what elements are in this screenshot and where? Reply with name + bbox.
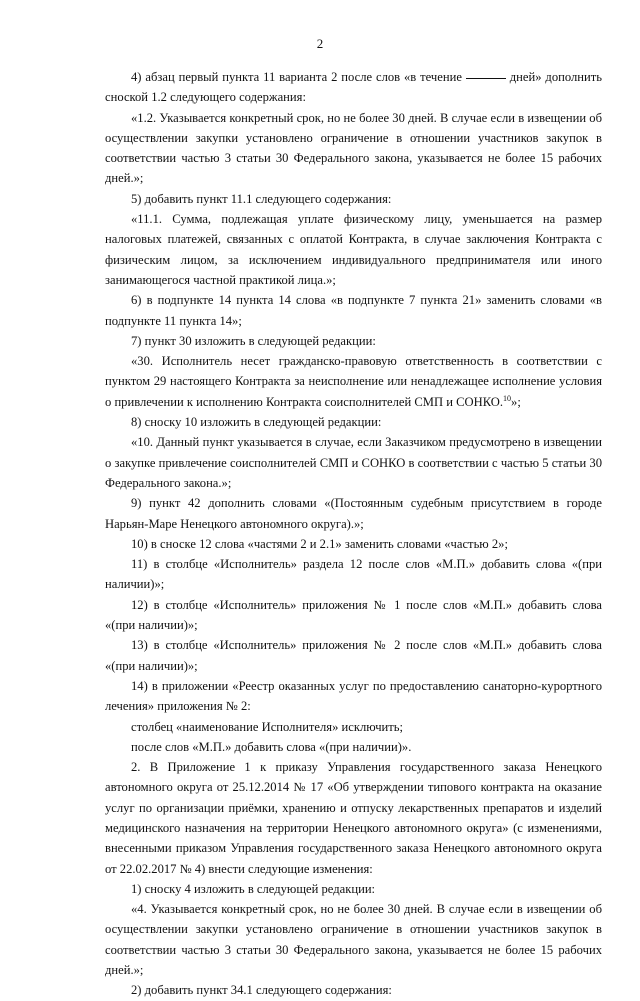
paragraph-item-7: 7) пункт 30 изложить в следующей редакции:: [131, 333, 376, 348]
clause-11-1-text: «11.1. Сумма, подлежащая уплате физическому лицу, уменьшается на размер налоговых платежей, связанных с оплатой Контракта, в случае заключения Контракта с физическим лицом, за исключением индивидуального предпринимателя или иного занимающегося частной практикой лица.»;: [105, 212, 602, 287]
subitem-add-words: после слов «М.П.» добавить слова «(при наличии)».: [131, 739, 412, 754]
section-2-text: 2. В Приложение 1 к приказу Управления государственного заказа Ненецкого автономного округа от 25.12.2014 № 17 «Об утверждении типового контракта на оказание услуг по организации приёмки, хранению и отпуску лекарственных препаратов и изделий медицинского назначения на территории Ненецкого автономного округа» (с изменениями, внесенными приказом Управления государственного заказа Ненецкого автономного округа от 22.02.2017 № 4) внести следующие изменения:: [105, 760, 602, 876]
subitem-column-exclude: столбец «наименование Исполнителя» исключить;: [131, 719, 404, 734]
page-number: 2: [316, 36, 324, 51]
blank-line: [466, 77, 506, 79]
paragraph-item-6: 6) в подпункте 14 пункта 14 слова «в подпункте 7 пункта 21» заменить словами «в подпункте 11 пункта 14»;: [105, 293, 602, 328]
footnote-1-2-text: «1.2. Указывается конкретный срок, но не более 30 дней. В случае если в извещении об осуществлении закупки установлено ограничение в отношении участников закупок в соответствии частью 3 статьи 30 Федерального закона, указывается не более 15 рабочих дней.»;: [105, 110, 602, 186]
paragraph-item-5: 5) добавить пункт 11.1 следующего содержания:: [131, 191, 392, 206]
paragraph-item-8: 8) сноску 10 изложить в следующей редакции:: [131, 415, 382, 430]
paragraph-text: »;: [511, 394, 521, 409]
paragraph-item-4: [105, 67, 602, 108]
footnote-4-text: «4. Указывается конкретный срок, но не более 30 дней. В случае если в извещении об осуществлении закупки установлено ограничение в отношении участников закупок в соответствии частью 3 статьи 30 Федерального закона, указывается не более 15 рабочих дней.»;: [105, 902, 602, 978]
clause-30-text: [105, 351, 602, 412]
paragraph-text: «30. Исполнитель несет гражданско-правовую ответственность в соответствии с пунктом 29 настоящего Контракта за неисполнение или ненадлежащее исполнение условия о привлечении к исполнению Контракта соисполнителей СМП и СОНКО.: [105, 354, 602, 409]
paragraph-item-1: 1) сноску 4 изложить в следующей редакции:: [131, 881, 376, 896]
paragraph-item-9: 9) пункт 42 дополнить словами «(Постоянным судебным присутствием в городе Нарьян-Маре Ненецкого автономного округа).»;: [105, 496, 602, 531]
paragraph-item-13: 13) в столбце «Исполнитель» приложения № 2 после слов «М.П.» добавить слова «(при наличии)»;: [105, 638, 602, 673]
footnote-10-text: «10. Данный пункт указывается в случае, если Заказчиком предусмотрено в извещении о закупке привлечение соисполнителей СМП и СОНКО в соответствии с частью 5 статьи 30 Федерального закона.»;: [105, 435, 602, 490]
paragraph-text: дней» дополнить сноской 1.2 следующего содержания:: [105, 70, 603, 105]
paragraph-text: 4) абзац первый пункта 11 варианта 2 после слов «в течение: [131, 70, 466, 84]
paragraph-item-14: 14) в приложении «Реестр оказанных услуг по предоставлению санаторно-курортного лечения» приложения № 2:: [105, 678, 602, 714]
footnote-marker: 10: [503, 393, 512, 403]
paragraph-item-2: 2) добавить пункт 34.1 следующего содержания:: [131, 983, 392, 998]
paragraph-item-10: 10) в сноске 12 слова «частями 2 и 2.1» заменить словами «частью 2»;: [131, 536, 508, 551]
paragraph-item-12: 12) в столбце «Исполнитель» приложения № 1 после слов «М.П.» добавить слова «(при наличии)»;: [105, 597, 602, 633]
paragraph-item-11: 11) в столбце «Исполнитель» раздела 12 после слов «М.П.» добавить слова «(при наличии)»;: [105, 557, 602, 592]
document-body: [105, 67, 602, 1001]
